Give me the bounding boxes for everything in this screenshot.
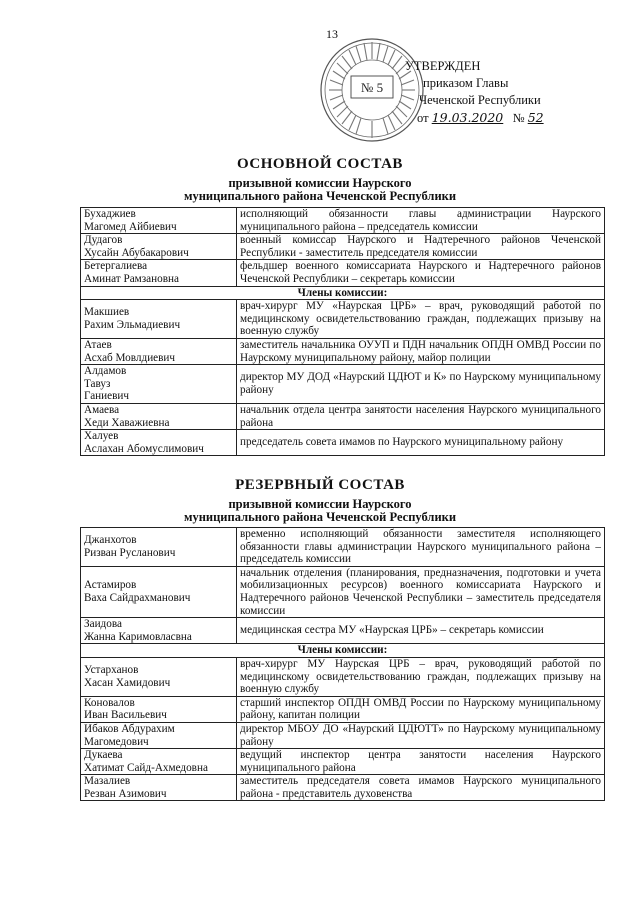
member-name (81, 365, 237, 404)
member-name (81, 208, 237, 234)
member-name (81, 300, 237, 339)
table-row (81, 430, 605, 456)
table-row (81, 234, 605, 260)
member-name-line: Коновалов (84, 696, 135, 709)
approval-date: 19.03.2020 (431, 110, 504, 125)
table-row (81, 722, 605, 748)
member-role: ведущий инспектор центра занятости населения Наурского муниципального района (237, 749, 605, 775)
member-name-line: Мазалиев (84, 775, 131, 788)
member-role: исполняющий обязанности главы администрации Наурского муниципального района – председатель комиссии (237, 208, 605, 234)
table-row (81, 657, 605, 696)
member-name-line: Магомед Айбиевич (84, 220, 177, 233)
member-name-line: Дукаева (84, 749, 123, 762)
member-name (81, 775, 237, 801)
member-name-line: Магомедович (84, 735, 149, 748)
member-name-line: Дудагов (84, 234, 123, 247)
member-name (81, 657, 237, 696)
approval-date-line: от 19.03.2020 № 52 (417, 110, 544, 125)
main-subtitle-2: муниципального района Чеченской Республики (183, 189, 457, 203)
member-role: фельдшер военного комиссариата Наурского и Надтеречного районов Чеченской Республики – секретарь комиссии (237, 260, 605, 286)
main-composition-table (80, 207, 605, 456)
main-title: ОСНОВНОЙ СОСТАВ (237, 156, 403, 172)
member-name-line: Жанна Каримовласвна (84, 630, 192, 643)
reserve-composition-table (80, 527, 605, 801)
table-row (81, 208, 605, 234)
member-role: директор МУ ДОД «Наурский ЦДЮТ и К» по Наурскому муниципальному району (237, 365, 605, 404)
member-name (81, 696, 237, 722)
table-row (81, 300, 605, 339)
member-role: заместитель начальника ОУУП и ПДН начальник ОПДН ОМВД России по Наурскому муниципальному району, майор полиции (237, 338, 605, 364)
member-role: директор МБОУ ДО «Наурский ЦДЮТТ» по Наурскому муниципальному району (237, 722, 605, 748)
member-name-line: Ризван Русланович (84, 546, 176, 559)
member-role: заместитель председателя совета имамов Наурского муниципального района - представитель духовенства (237, 775, 605, 801)
member-name (81, 260, 237, 286)
member-role: врач-хирург МУ «Наурская ЦРБ» – врач, руководящий работой по медицинскому освидетельствованию граждан, подлежащих призыву на военную службу (237, 300, 605, 339)
table-row (81, 749, 605, 775)
member-name-line: Алдамов (84, 365, 127, 378)
stamp-number: № 5 (360, 80, 384, 95)
table-row (81, 260, 605, 286)
table-row (81, 566, 605, 617)
member-name-line: Резван Азимович (84, 787, 167, 800)
member-name-line: Ваха Сайдрахманович (84, 591, 191, 604)
member-name-line: Астамиров (84, 579, 137, 592)
member-name-line: Макшиев (84, 306, 130, 319)
member-name (81, 566, 237, 617)
member-name (81, 338, 237, 364)
member-role: временно исполняющий обязанности заместителя исполняющего обязанности главы администрации Наурского муниципального района – председатель комиссии (237, 528, 605, 567)
approval-republic: Чеченской Республики (419, 93, 541, 107)
approval-block (405, 58, 544, 127)
member-name-line: Иван Васильевич (84, 709, 167, 722)
member-name-line: Ибаков Абдурахим (84, 722, 175, 735)
member-name-line: Атаев (84, 338, 112, 351)
member-name-line: Джанхотов (84, 534, 137, 547)
member-name-line: Ганиевич (84, 390, 129, 403)
member-name-line: Хеди Хаважиевна (84, 416, 170, 429)
member-name-line: Хусайн Абубакарович (84, 246, 189, 259)
member-name (81, 234, 237, 260)
member-role: военный комиссар Наурского и Надтеречного районов Чеченской Республики - заместитель председателя комиссии (237, 234, 605, 260)
approval-number: 52 (527, 110, 544, 125)
member-name-line: Хатимат Сайд-Ахмедовна (84, 761, 208, 774)
table-row (81, 365, 605, 404)
member-role: врач-хирург МУ Наурская ЦРБ – врач, руководящий работой по медицинскому освидетельствованию граждан, подлежащих призыву на военную службу (237, 657, 605, 696)
member-name (81, 403, 237, 429)
reserve-subtitle-2: муниципального района Чеченской Республики (183, 510, 457, 524)
approval-title: УТВЕРЖДЕН (405, 59, 481, 73)
table-row (81, 338, 605, 364)
member-name (81, 722, 237, 748)
member-name-line: Хасан Хамидович (84, 676, 171, 689)
member-name-line: Бетергалиева (84, 260, 148, 273)
member-role: начальник отдела центра занятости населения Наурского муниципального района (237, 403, 605, 429)
member-name-line: Аминат Рамзановна (84, 272, 179, 285)
member-name-line: Бухаджиев (84, 208, 136, 220)
member-name-line: Тавуз (84, 377, 111, 390)
member-name-line: Халуев (84, 430, 119, 443)
member-name-line: Рахим Эльмадиевич (84, 319, 181, 332)
page-number: 13 (326, 27, 338, 41)
table-row (81, 403, 605, 429)
member-name (81, 528, 237, 567)
table-row (81, 618, 605, 644)
members-header-row (81, 286, 605, 300)
member-name-line: Устарханов (84, 664, 139, 677)
table-row (81, 528, 605, 567)
member-name (81, 749, 237, 775)
main-subtitle-1: призывной комиссии Наурского (228, 176, 412, 190)
members-header-row (81, 644, 605, 658)
reserve-title: РЕЗЕРВНЫЙ СОСТАВ (235, 477, 405, 493)
table-row (81, 696, 605, 722)
member-name (81, 430, 237, 456)
member-role: начальник отделения (планирования, предназначения, подготовки и учета мобилизационных ресурсов) военного комиссариата Наурского и Надтеречного районов Чеченской Республики – заместитель председателя комиссии (237, 566, 605, 617)
members-header: Члены комиссии: (81, 286, 605, 300)
member-name-line: Асхаб Мовлдиевич (84, 351, 176, 364)
member-role: председатель совета имамов по Наурского муниципальному району (237, 430, 605, 456)
member-name-line: Аслахан Абомуслимович (84, 442, 204, 455)
approval-order: приказом Главы (423, 76, 509, 90)
members-header: Члены комиссии: (81, 644, 605, 658)
member-name-line: Заидова (84, 618, 122, 631)
reserve-subtitle-1: призывной комиссии Наурского (228, 497, 412, 511)
table-row (81, 775, 605, 801)
member-name (81, 618, 237, 644)
member-name-line: Амаева (84, 403, 120, 416)
member-role: медицинская сестра МУ «Наурская ЦРБ» – секретарь комиссии (237, 618, 605, 644)
member-role: старший инспектор ОПДН ОМВД России по Наурскому муниципальному району, капитан полиции (237, 696, 605, 722)
